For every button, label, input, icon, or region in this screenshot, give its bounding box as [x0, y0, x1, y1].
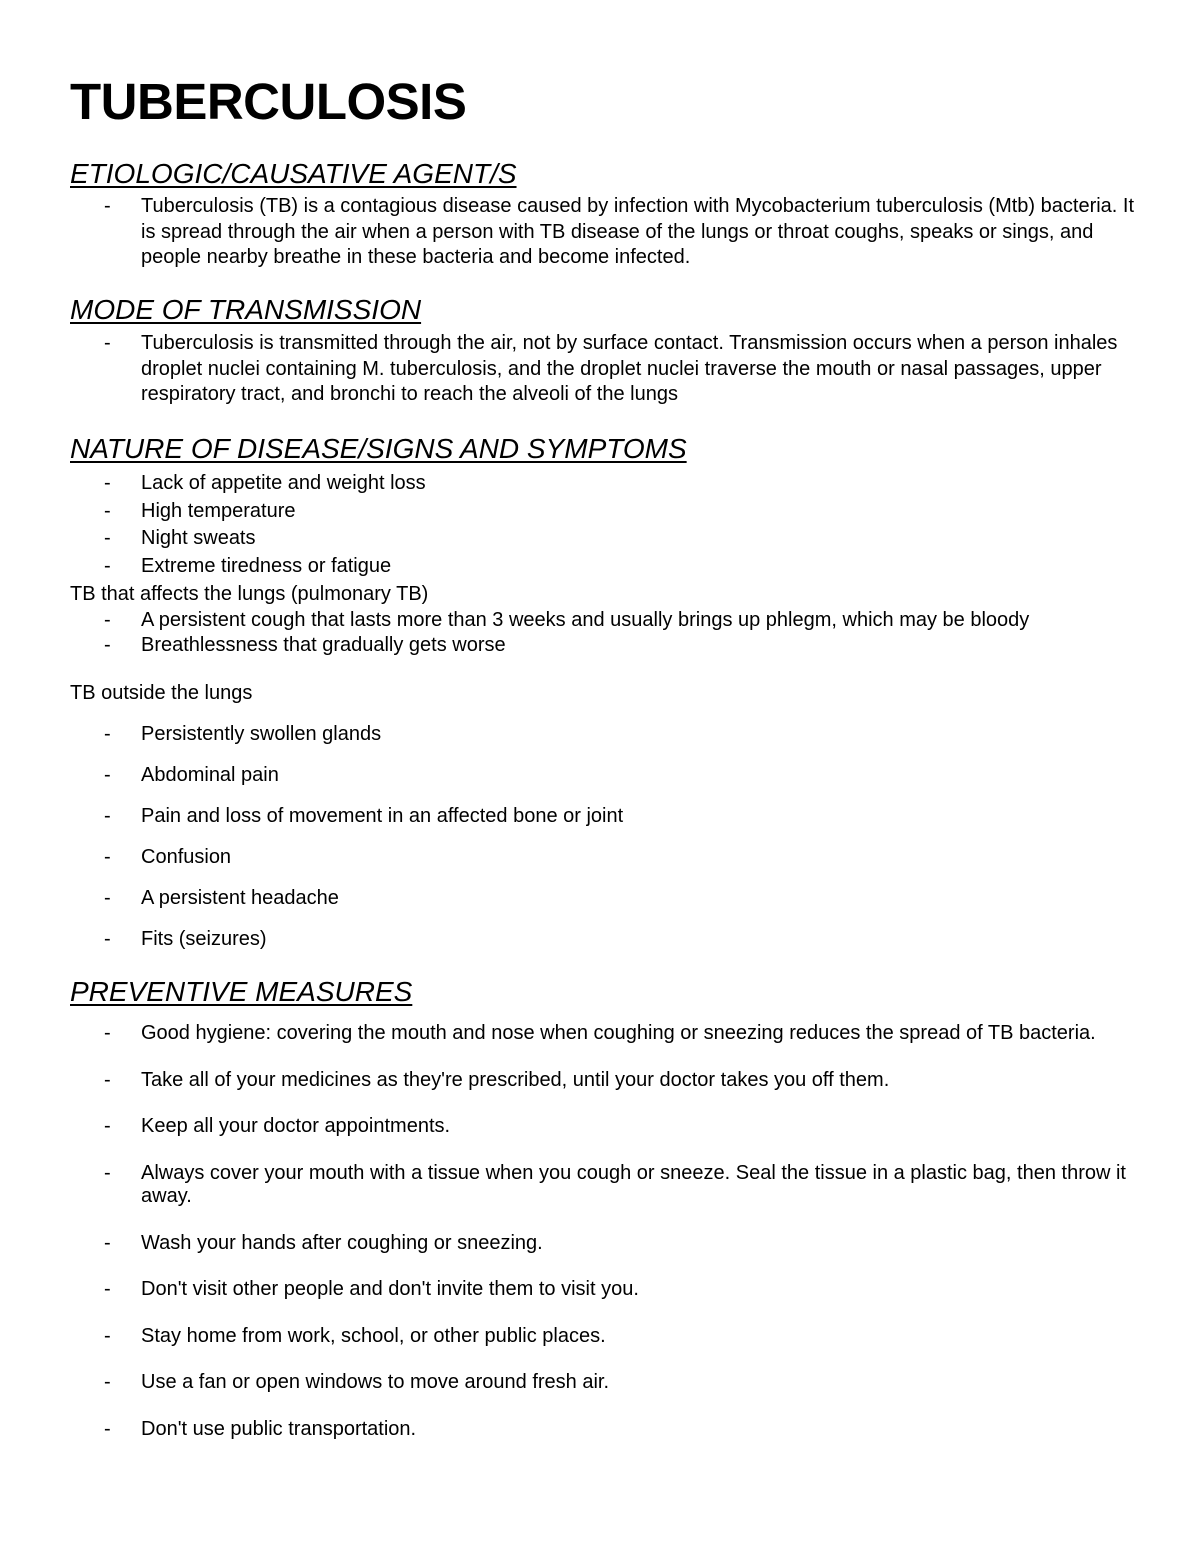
item-text: A persistent headache: [141, 887, 339, 909]
list-pulmonary: [70, 608, 1140, 657]
item-text: Tuberculosis (TB) is a contagious disease caused by infection with Mycobacterium tuberculosis (Mtb) bacteria. It is spread through the air when a person with TB disease of the lungs or throat coughs, speaks or sings, and people nearby breathe in these bacteria and become infected.: [141, 195, 1135, 268]
bullet-dash: -: [104, 499, 111, 522]
list-item: [70, 194, 1140, 271]
bullet-dash: -: [104, 846, 111, 868]
item-text: Keep all your doctor appointments.: [141, 1115, 451, 1137]
item-text: Good hygiene: covering the mouth and nose when coughing or sneezing reduces the spread of TB bacteria.: [141, 1022, 1096, 1044]
bullet-dash: -: [104, 527, 111, 549]
item-text: Stay home from work, school, or other public places.: [141, 1324, 606, 1347]
item-text: Take all of your medicines as they're prescribed, until your doctor takes you off them.: [141, 1068, 890, 1091]
bullet-dash: -: [104, 472, 111, 494]
bullet-dash: -: [104, 634, 111, 656]
bullet-dash: -: [104, 1068, 111, 1091]
item-text: Fits (seizures): [141, 928, 267, 950]
item-text: Use a fan or open windows to move around fresh air.: [141, 1371, 610, 1393]
bullet-dash: -: [104, 1231, 111, 1254]
list-item: [70, 553, 1140, 581]
list-item: [70, 1115, 1140, 1139]
item-text: Persistently swollen glands: [141, 723, 382, 745]
list-item: [70, 845, 1140, 869]
bullet-dash: -: [104, 805, 111, 827]
item-text: Breathlessness that gradually gets worse: [141, 634, 506, 656]
bullet-dash: -: [104, 1161, 111, 1184]
list-item: [70, 1278, 1140, 1302]
item-text: High temperature: [141, 499, 296, 522]
heading-symptoms: NATURE OF DISEASE/SIGNS AND SYMPTOMS: [70, 433, 687, 464]
heading-etiologic: ETIOLOGIC/CAUSATIVE AGENT/S: [70, 158, 517, 189]
bullet-dash: -: [104, 1022, 111, 1044]
list-item: [70, 525, 1140, 553]
list-symptoms: [70, 470, 1140, 580]
list-item: [70, 1371, 1140, 1395]
list-transmission: [70, 331, 1140, 408]
item-text: Abdominal pain: [141, 764, 279, 786]
bullet-dash: -: [104, 195, 111, 217]
list-item: [70, 331, 1140, 408]
list-item: [70, 722, 1140, 746]
pulmonary-label: TB that affects the lungs (pulmonary TB): [70, 583, 429, 605]
list-preventive: [70, 1022, 1140, 1464]
list-item: [70, 1022, 1140, 1046]
heading-preventive: PREVENTIVE MEASURES: [70, 976, 413, 1007]
item-text: Pain and loss of movement in an affected bone or joint: [141, 805, 624, 827]
bullet-dash: -: [104, 723, 111, 745]
heading-transmission: MODE OF TRANSMISSION: [70, 294, 422, 325]
bullet-dash: -: [104, 1371, 111, 1393]
list-item: [70, 927, 1140, 951]
bullet-dash: -: [104, 332, 111, 354]
list-item: [70, 1325, 1140, 1349]
list-item: [70, 1162, 1140, 1209]
list-item: [70, 1069, 1140, 1093]
item-text: Wash your hands after coughing or sneezing.: [141, 1231, 543, 1254]
list-etiologic: [70, 194, 1140, 271]
item-text: A persistent cough that lasts more than 3 weeks and usually brings up phlegm, which may be bloody: [141, 609, 1030, 631]
list-item: [70, 608, 1140, 632]
item-text: Confusion: [141, 846, 232, 868]
item-text: Extreme tiredness or fatigue: [141, 554, 392, 577]
bullet-dash: -: [104, 887, 111, 909]
item-text: Don't use public transportation.: [141, 1417, 417, 1440]
bullet-dash: -: [104, 554, 111, 577]
list-item: [70, 763, 1140, 787]
outside-label: TB outside the lungs: [70, 682, 253, 704]
item-text: Always cover your mouth with a tissue when you cough or sneeze. Seal the tissue in a plastic bag, then throw it away.: [141, 1161, 1126, 1207]
list-outside: [70, 722, 1140, 968]
item-text: Lack of appetite and weight loss: [141, 472, 426, 494]
bullet-dash: -: [104, 1417, 111, 1440]
list-item: [70, 804, 1140, 828]
list-item: [70, 498, 1140, 526]
list-item: [70, 633, 1140, 657]
list-item: [70, 886, 1140, 910]
list-item: [70, 1418, 1140, 1442]
bullet-dash: -: [104, 1115, 111, 1137]
bullet-dash: -: [104, 1324, 111, 1347]
item-text: Night sweats: [141, 527, 256, 549]
document-title: TUBERCULOSIS: [70, 73, 467, 130]
bullet-dash: -: [104, 609, 111, 631]
bullet-dash: -: [104, 1278, 111, 1300]
list-item: [70, 470, 1140, 498]
bullet-dash: -: [104, 764, 111, 786]
list-item: [70, 1232, 1140, 1256]
item-text: Tuberculosis is transmitted through the air, not by surface contact. Transmission occurs when a person inhales droplet nuclei containing M. tuberculosis, and the droplet nuclei traverse the mouth or nasal passages, upper respiratory tract, and bronchi to reach the alveoli of the lungs: [141, 332, 1118, 405]
bullet-dash: -: [104, 928, 111, 950]
item-text: Don't visit other people and don't invite them to visit you.: [141, 1278, 639, 1300]
